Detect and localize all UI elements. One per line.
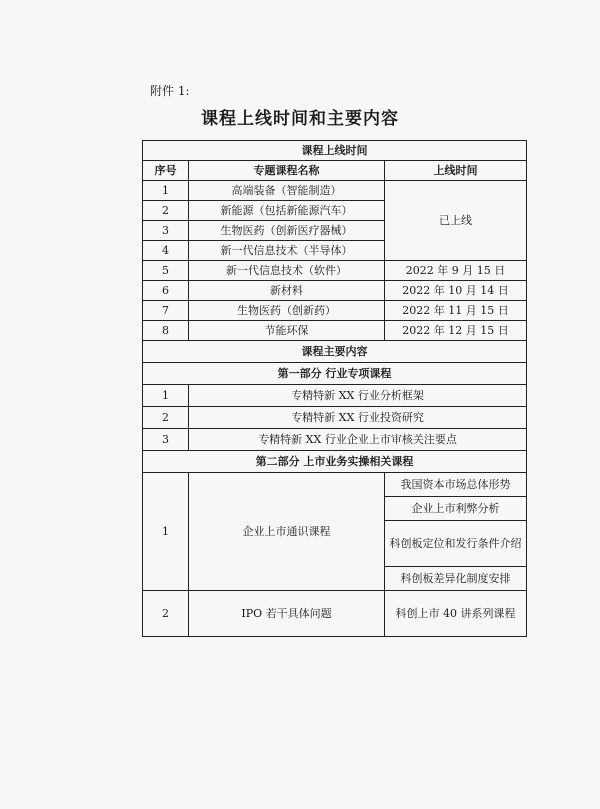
course-table <box>142 140 527 637</box>
header-course-name: 专题课程名称 <box>189 161 385 181</box>
row-no: 2 <box>143 591 189 637</box>
row-course-name: 新一代信息技术（软件） <box>189 261 385 281</box>
schedule-section-title: 课程上线时间 <box>143 141 527 161</box>
header-launch-time: 上线时间 <box>385 161 527 181</box>
table-row <box>143 301 527 321</box>
part2-title: 第二部分 上市业务实操相关课程 <box>143 451 527 473</box>
row-no: 5 <box>143 261 189 281</box>
attachment-label: 附件 1: <box>150 84 190 98</box>
row-course-topic: 专精特新 XX 行业分析框架 <box>189 385 527 407</box>
header-no: 序号 <box>143 161 189 181</box>
row-no: 3 <box>143 221 189 241</box>
row-course-name: 企业上市通识课程 <box>189 473 385 591</box>
row-course-name: IPO 若干具体问题 <box>189 591 385 637</box>
row-course-name: 新一代信息技术（半导体） <box>189 241 385 261</box>
row-no: 4 <box>143 241 189 261</box>
row-launch-date: 2022 年 9 月 15 日 <box>385 261 527 281</box>
row-course-name: 高端装备（智能制造） <box>189 181 385 201</box>
row-no: 1 <box>143 473 189 591</box>
table-row <box>143 261 527 281</box>
row-launch-date: 2022 年 11 月 15 日 <box>385 301 527 321</box>
table-row <box>143 429 527 451</box>
row-no: 6 <box>143 281 189 301</box>
row-course-name: 新能源（包括新能源汽车） <box>189 201 385 221</box>
table-row <box>143 281 527 301</box>
row-course-name: 生物医药（创新医疗器械） <box>189 221 385 241</box>
launched-status: 已上线 <box>385 181 527 261</box>
row-no: 8 <box>143 321 189 341</box>
table-row <box>143 407 527 429</box>
table-row <box>143 385 527 407</box>
row-subtopic: 科创板差异化制度安排 <box>385 567 527 591</box>
table-row <box>143 473 527 497</box>
document-title: 课程上线时间和主要内容 <box>201 109 399 129</box>
row-no: 1 <box>143 181 189 201</box>
table-row <box>143 321 527 341</box>
row-course-name: 新材料 <box>189 281 385 301</box>
row-subtopic: 我国资本市场总体形势 <box>385 473 527 497</box>
row-course-topic: 专精特新 XX 行业投资研究 <box>189 407 527 429</box>
part1-title: 第一部分 行业专项课程 <box>143 363 527 385</box>
table-row <box>143 181 527 201</box>
content-section-title: 课程主要内容 <box>143 341 527 363</box>
row-course-topic: 专精特新 XX 行业企业上市审核关注要点 <box>189 429 527 451</box>
row-no: 2 <box>143 407 189 429</box>
row-no: 7 <box>143 301 189 321</box>
row-no: 3 <box>143 429 189 451</box>
row-launch-date: 2022 年 10 月 14 日 <box>385 281 527 301</box>
row-course-name: 节能环保 <box>189 321 385 341</box>
row-subtopic: 科创板定位和发行条件介绍 <box>385 521 527 567</box>
row-subtopic: 科创上市 40 讲系列课程 <box>385 591 527 637</box>
row-no: 2 <box>143 201 189 221</box>
row-launch-date: 2022 年 12 月 15 日 <box>385 321 527 341</box>
row-course-name: 生物医药（创新药） <box>189 301 385 321</box>
row-no: 1 <box>143 385 189 407</box>
table-row <box>143 591 527 637</box>
row-subtopic: 企业上市利弊分析 <box>385 497 527 521</box>
